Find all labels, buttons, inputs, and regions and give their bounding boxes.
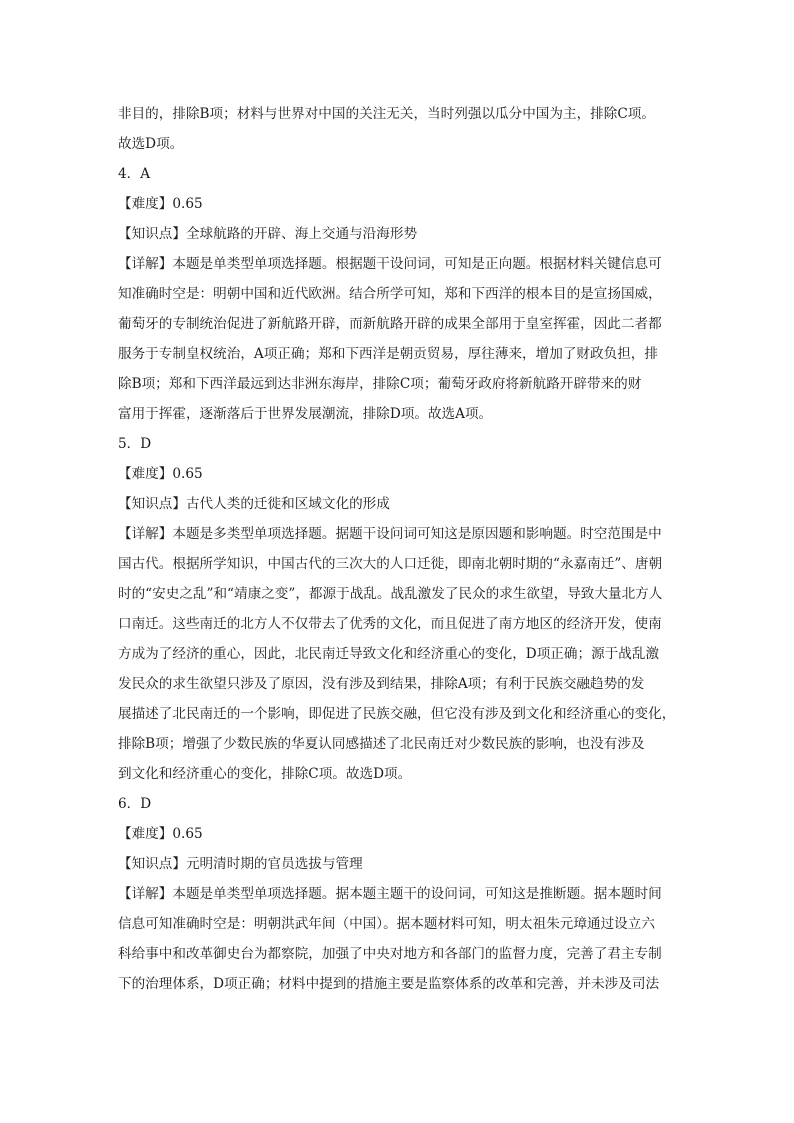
knowledge-point-label: 【知识点】古代人类的迁徙和区域文化的形成 xyxy=(118,496,390,512)
answer-heading-6: 6．D xyxy=(118,796,152,812)
explanation-line: 【详解】本题是多类型单项选择题。据题干设问词可知这是原因题和影响题。时空范围是中 xyxy=(118,526,662,542)
difficulty-label: 【难度】0.65 xyxy=(118,196,203,212)
answer-heading-5: 5．D xyxy=(118,436,152,452)
explanation-line: 排除B项；增强了少数民族的华夏认同感描述了北民南迁对少数民族的影响，也没有涉及 xyxy=(118,736,645,752)
explanation-line: 展描述了北民南迁的一个影响，即促进了民族交融，但它没有涉及到文化和经济重心的变化， xyxy=(118,706,676,722)
explanation-line: 口南迁。这些南迁的北方人不仅带去了优秀的文化，而且促进了南方地区的经济开发，使南 xyxy=(118,616,662,632)
explanation-line: 国古代。根据所学知识，中国古代的三次大的人口迁徙，即南北朝时期的“永嘉南迁”、唐朝 xyxy=(118,556,663,572)
knowledge-point-label: 【知识点】元明清时期的官员选拔与管理 xyxy=(118,856,363,872)
knowledge-point-label: 【知识点】全球航路的开辟、海上交通与沿海形势 xyxy=(118,226,418,242)
explanation-line: 时的“安史之乱”和“靖康之变”，都源于战乱。战乱激发了民众的求生欲望，导致大量北方人 xyxy=(118,586,663,602)
explanation-line: 葡萄牙的专制统治促进了新航路开辟，而新航路开辟的成果全部用于皇室挥霍，因此二者都 xyxy=(118,316,662,332)
answer-heading-4: 4．A xyxy=(118,166,151,182)
text-line: 非目的，排除B项；材料与世界对中国的关注无关，当时列强以瓜分中国为主，排除C项。 xyxy=(118,106,655,122)
difficulty-label: 【难度】0.65 xyxy=(118,466,203,482)
explanation-line: 信息可知准确时空是：明朝洪武年间（中国）。据本题材料可知，明太祖朱元璋通过设立六 xyxy=(118,916,655,932)
explanation-line: 【详解】本题是单类型单项选择题。据本题主题干的设问词，可知这是推断题。据本题时间 xyxy=(118,886,662,902)
explanation-line: 方成为了经济的重心，因此，北民南迁导致文化和经济重心的变化，D项正确；源于战乱激 xyxy=(118,646,660,662)
text-line: 故选D项。 xyxy=(118,136,184,152)
explanation-line: 到文化和经济重心的变化，排除C项。故选D项。 xyxy=(118,766,412,782)
explanation-line: 服务于专制皇权统治，A项正确；郑和下西洋是朝贡贸易，厚往薄来，增加了财政负担，排 xyxy=(118,346,658,362)
explanation-line: 下的治理体系，D项正确；材料中提到的措施主要是监察体系的改革和完善，并未涉及司法 xyxy=(118,976,660,992)
explanation-line: 除B项；郑和下西洋最远到达非洲东海岸，排除C项；葡萄牙政府将新航路开辟带来的财 xyxy=(118,376,642,392)
explanation-line: 【详解】本题是单类型单项选择题。根据题干设问词，可知是正向题。根据材料关键信息可 xyxy=(118,256,662,272)
difficulty-label: 【难度】0.65 xyxy=(118,826,203,842)
explanation-line: 科给事中和改革御史台为都察院，加强了中央对地方和各部门的监督力度，完善了君主专制 xyxy=(118,946,662,962)
explanation-line: 知准确时空是：明朝中国和近代欧洲。结合所学可知，郑和下西洋的根本目的是宣扬国威， xyxy=(118,286,662,302)
explanation-line: 发民众的求生欲望只涉及了原因，没有涉及到结果，排除A项；有利于民族交融趋势的发 xyxy=(118,676,645,692)
explanation-line: 富用于挥霍，逐渐落后于世界发展潮流，排除D项。故选A项。 xyxy=(118,406,493,422)
